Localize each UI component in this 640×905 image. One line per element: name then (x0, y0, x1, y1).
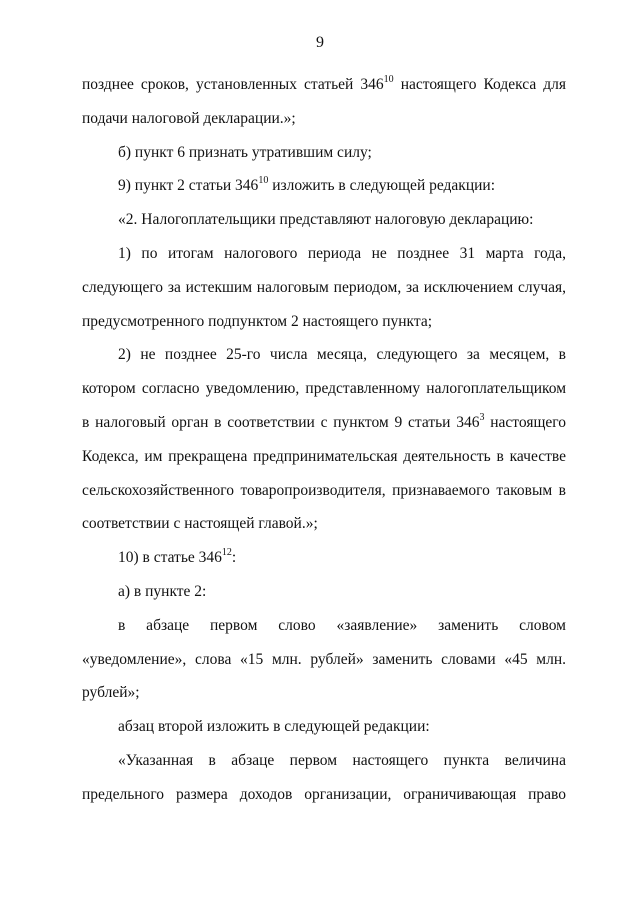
paragraph: позднее сроков, установленных статьей $346^{10}$ настоящего Кодекса для подачи налоговой декларации.»; (82, 73, 567, 127)
superscript: 3 (479, 411, 485, 423)
superscript: 12 (221, 547, 232, 558)
paragraph: 10) в статье $346^{12}$: (118, 547, 237, 567)
paragraph: б) пункт 6 признать утратившим силу; (118, 143, 372, 161)
paragraph: «2. Налогоплательщики представляют налоговую декларацию: (118, 211, 534, 229)
paragraph: 1) по итогам налогового периода не позднее 31 марта года, следующего за истекшим налоговым периодом, за исключением случая, предусмотренного подпунктом 2 настоящего пункта; (82, 244, 566, 330)
page-number: 9 (316, 34, 324, 51)
paragraph: 9) пункт 2 статьи $346^{10}$ изложить в следующей редакции: (118, 175, 496, 195)
document-body (82, 68, 566, 812)
paragraph: «Указанная в абзаце первом настоящего пункта величина предельного размера доходов организации, ограничивающая право (82, 751, 566, 803)
paragraph: 2) не позднее 25-го числа месяца, следующего за месяцем, в котором согласно уведомлению, представленному налогоплательщиком в налоговый орган в соответствии с пунктом 9 статьи $346^3$ настоящего Кодекса, им прекращена предпринимательская деятельность в качестве сельскохозяйственного товаропроизводителя, признаваемого таковым в соответствии с настоящей главой.»; (82, 346, 566, 533)
paragraph: в абзаце первом слово «заявление» заменить словом «уведомление», слова «15 млн. рублей» заменить словами «45 млн. рублей»; (82, 616, 566, 702)
paragraph: а) в пункте 2: (118, 582, 207, 600)
superscript: 10 (258, 175, 269, 187)
superscript: 10 (383, 73, 394, 85)
paragraph: абзац второй изложить в следующей редакции: (118, 718, 430, 736)
